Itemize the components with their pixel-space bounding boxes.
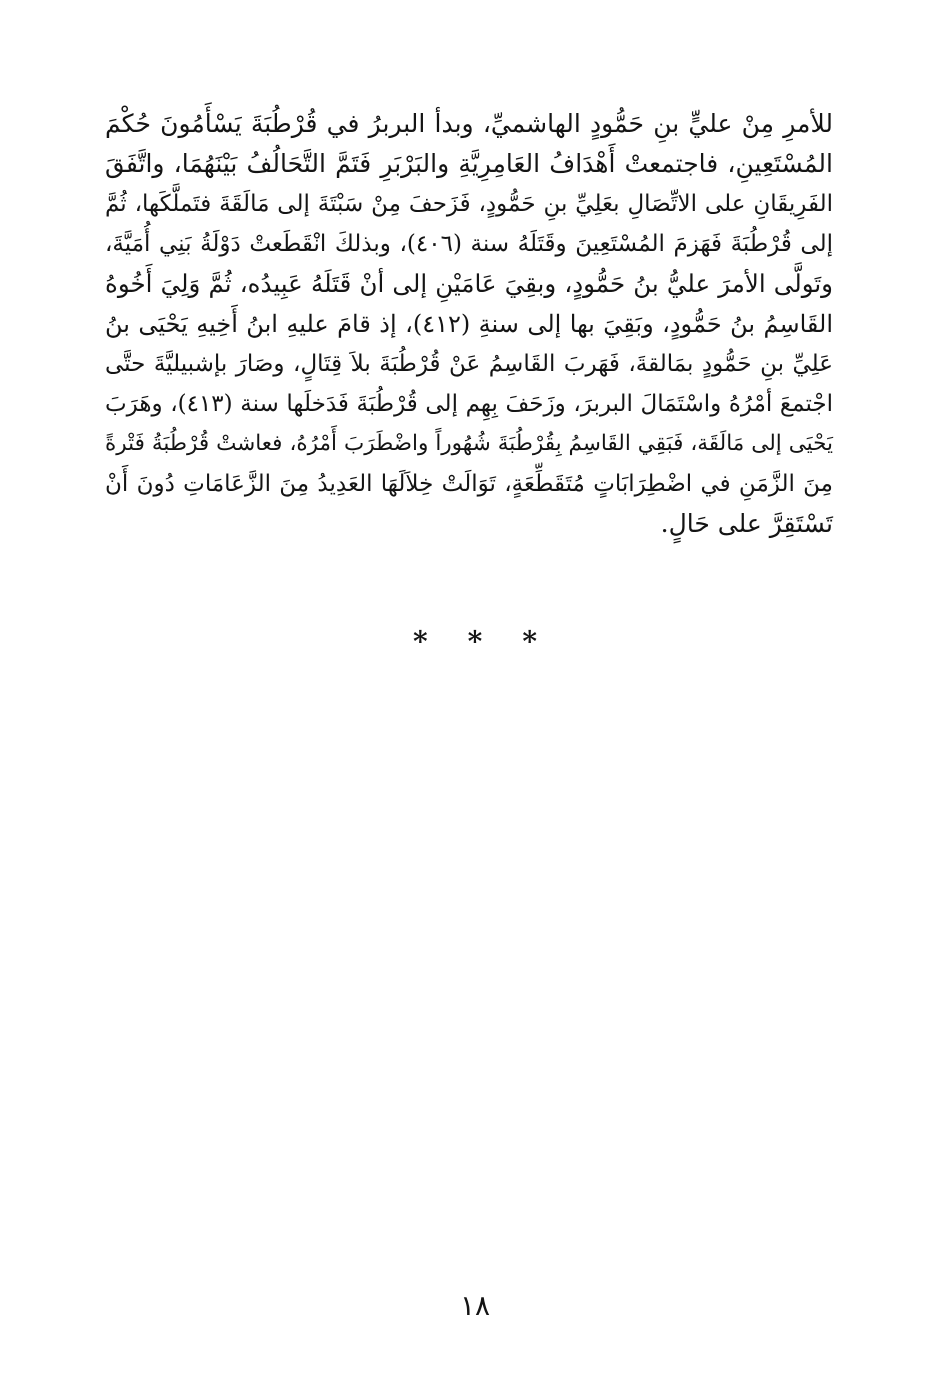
text-line: للأمرِ مِنْ عليٍّ بنِ حَمُّودٍ الهاشميِّ، وبدأ البربرُ في قُرْطُبَةَ يَسْأَمُونَ حُكْمَ	[105, 109, 833, 138]
body-text	[105, 104, 833, 544]
text-line-last: تَسْتَقِرَّ على حَالٍ.	[660, 509, 833, 538]
text-line: وتَولَّى الأمرَ عليُّ بنُ حَمُّودٍ، وبقِيَ عَامَيْنِ إلى أنْ قَتَلَهُ عَبِيدُه، ثُمَّ وَلِيَ أَخُوهُ	[105, 269, 833, 298]
text-line: المُسْتَعِينِ، فاجتمعتْ أَهْدَافُ العَامِرِيَّةِ والبَرْبَرِ فَتَمَّ التَّحَالُفُ بَيْنَهُمَا، واتَّفَقَ	[105, 149, 833, 178]
page-number: ١٨	[459, 1289, 491, 1322]
separator-star: *	[522, 625, 537, 658]
text-line: عَلِيِّ بنِ حَمُّودٍ بمَالقةَ، فَهَربَ القَاسِمُ عَنْ قُرْطُبَةَ بلاَ قِتَالٍ، وصَارَ بإشبيليَّةَ حتَّى	[105, 351, 833, 377]
text-line: الفَرِيقَانِ على الاتِّصَالِ بعَلِيِّ بنِ حَمُّودٍ، فَزَحفَ مِنْ سَبْتَةَ إلى مَالَقَةَ فتَملَّكَها، ثُمَّ	[105, 191, 833, 217]
section-separator	[0, 622, 950, 662]
text-line: اجْتمعَ أمْرُهُ واسْتَمَالَ البربرَ، وزَحَفَ بِهِم إلى قُرْطُبَةَ فَدَخلَها سنة (٤١٣)، وهَرَبَ	[105, 391, 833, 417]
text-line: مِنَ الزَّمَنِ في اضْطِرَابَاتٍ مُتَقَطِّعَةٍ، تَوَالَتْ خِلاَلَهَا العَدِيدُ مِنَ الزَّعَامَاتِ دُونَ أَنْ	[105, 471, 833, 497]
text-line: إلى قُرْطُبَةَ فَهَزمَ المُسْتَعِينَ وقَتَلَهُ سنة (٤٠٦)، وبذلكَ انْقَطَعتْ دَوْلَةُ بَنِي أُمَيَّةَ،	[105, 231, 833, 257]
separator-star: *	[413, 625, 428, 658]
text-line: القَاسِمُ بنُ حَمُّودٍ، وبَقِيَ بها إلى سنةِ (٤١٢)، إذ قامَ عليهِ ابنُ أَخِيهِ يَحْيَى بنُ	[105, 310, 833, 338]
text-line: يَحْيَى إلى مَالَقَة، فَبَقِي القَاسِمُ بِقُرْطُبَةَ شُهُوراً واضْطَرَبَ أَمْرُهُ، فعاشتْ قُرْطُبَةُ فَتْرةً	[105, 431, 833, 456]
separator-star: *	[467, 625, 483, 658]
